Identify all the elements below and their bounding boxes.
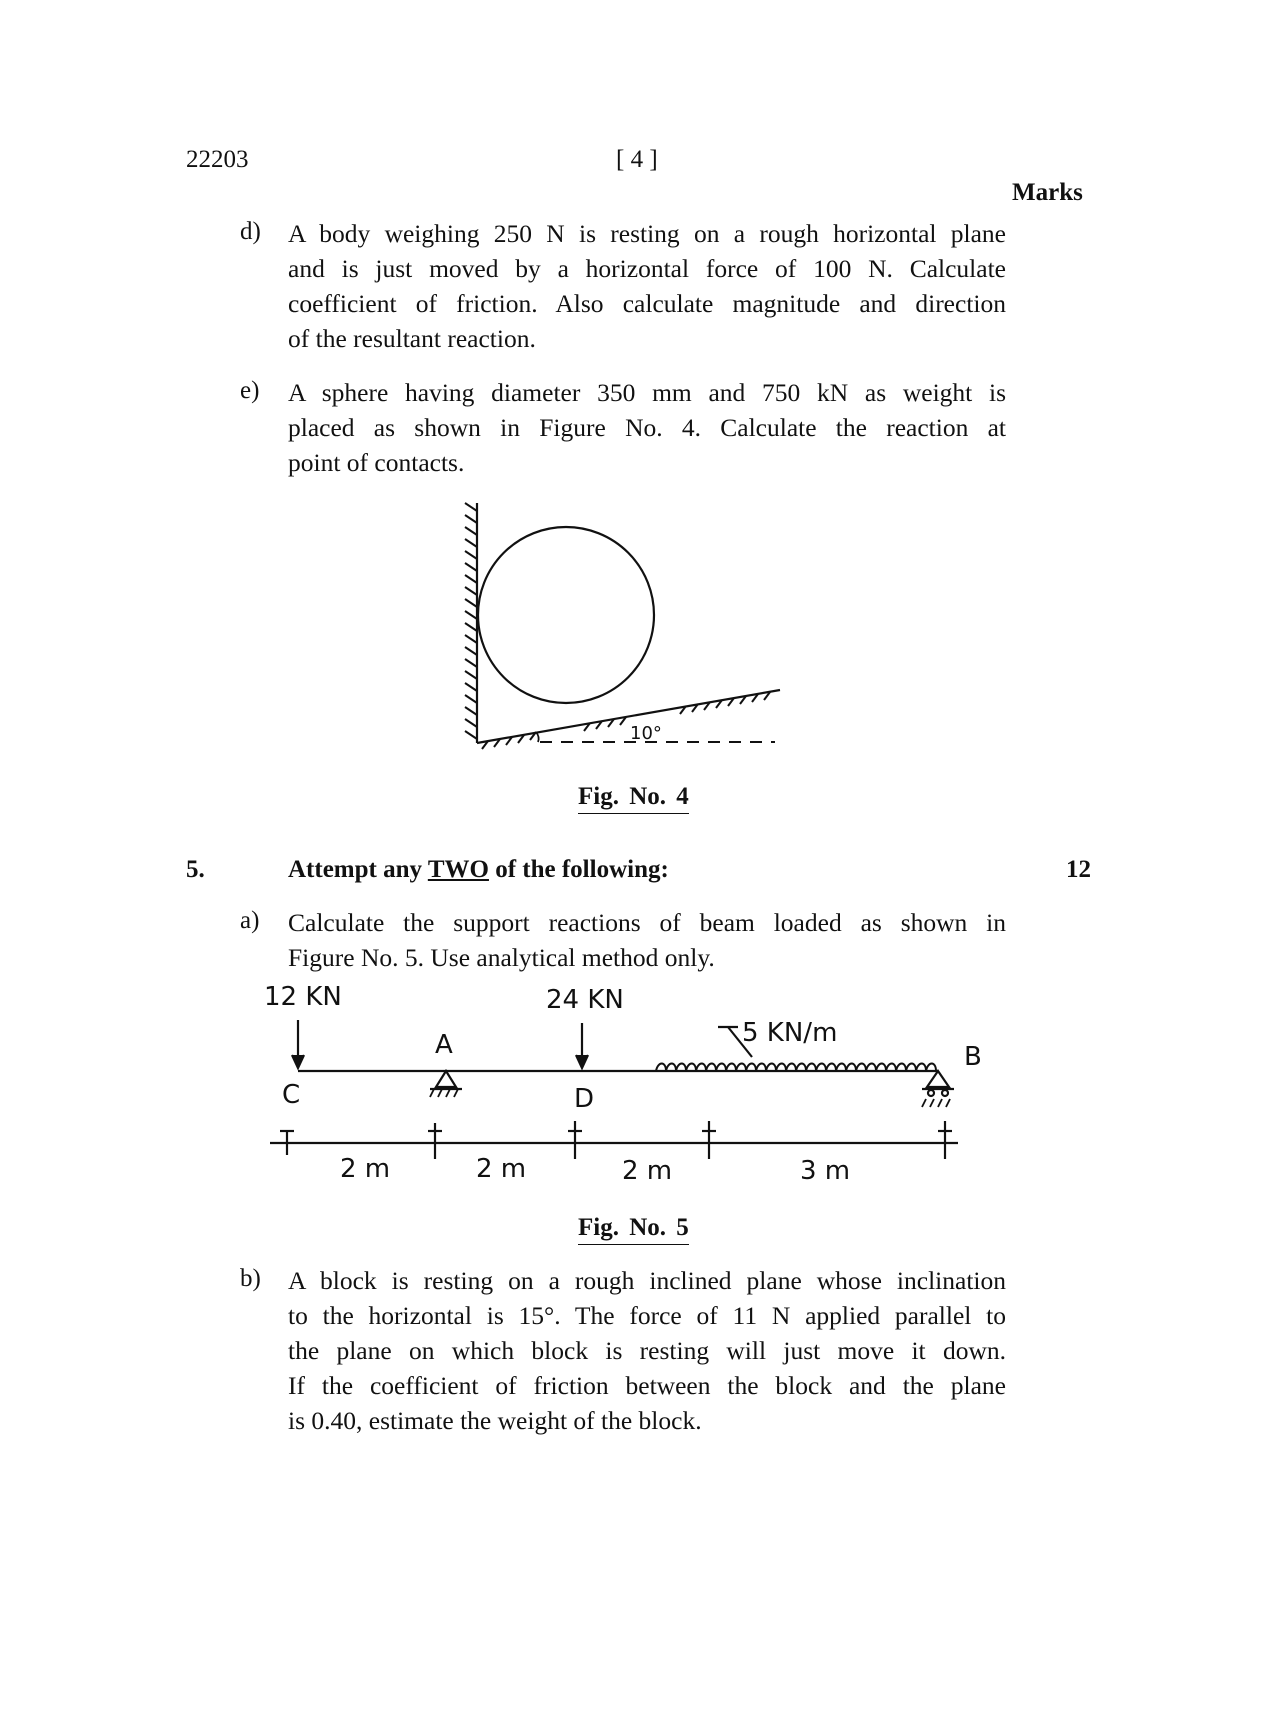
marks-heading: Marks: [1012, 179, 1083, 206]
figure-5-diagram: [250, 975, 1010, 1195]
sphere-circle: [478, 527, 654, 703]
section-title-post: of the following:: [495, 856, 669, 883]
section-marks: 12: [1066, 856, 1091, 883]
question-5b-text: [288, 1263, 1006, 1438]
figure-5-caption: Fig. No. 5: [578, 1214, 689, 1245]
load-c-label: 12 KN: [264, 982, 342, 1012]
section-title-two: TWO: [427, 856, 489, 883]
angle-label: 10°: [630, 723, 662, 744]
inclined-plane-line: [477, 690, 780, 743]
span-3-label: 2 m: [622, 1156, 673, 1186]
question-d-line: of the resultant reaction.: [288, 324, 536, 353]
question-d-label: d): [240, 218, 261, 245]
span-2-label: 2 m: [476, 1154, 527, 1184]
udl-label: 5 KN/m: [742, 1018, 838, 1048]
question-5b-label: b): [240, 1265, 261, 1292]
point-a-label: A: [435, 1030, 453, 1060]
question-d-line: and is just moved by a horizontal force of 100 N. Calculate: [288, 254, 1006, 283]
support-b-hatching: [922, 1099, 950, 1107]
point-c-label: C: [282, 1080, 301, 1110]
question-e-line: point of contacts.: [288, 448, 465, 477]
support-b-roller: [928, 1090, 934, 1096]
question-5b-line: the plane on which block is resting will just move it down.: [288, 1336, 1006, 1365]
question-5a-line: Calculate the support reactions of beam loaded as shown in: [288, 908, 1006, 937]
question-d-line: A body weighing 250 N is resting on a rough horizontal plane: [288, 219, 1006, 248]
point-d-label: D: [574, 1084, 595, 1114]
figure-4-caption: Fig. No. 4: [578, 783, 689, 814]
support-b-roller: [942, 1090, 948, 1096]
question-e-line: A sphere having diameter 350 mm and 750 kN as weight is: [288, 378, 1006, 407]
span-1-label: 2 m: [340, 1154, 391, 1184]
support-a: [436, 1071, 456, 1087]
incline-hatching: [482, 692, 770, 749]
load-d-label: 24 KN: [546, 985, 624, 1015]
figure-4-diagram: [440, 495, 800, 765]
question-5b-line: to the horizontal is 15°. The force of 11 N applied parallel to: [288, 1301, 1006, 1330]
question-e-label: e): [240, 377, 260, 404]
support-b: [927, 1071, 949, 1087]
section-number: 5.: [186, 856, 205, 883]
question-5a-label: a): [240, 907, 260, 934]
udl-loops: [656, 1064, 936, 1072]
section-title-pre: Attempt any: [288, 856, 423, 883]
question-e-text: [288, 375, 1006, 480]
question-d-text: [288, 216, 1006, 356]
page-number: [ 4 ]: [616, 146, 658, 173]
paper-code: 22203: [186, 146, 249, 173]
span-4-label: 3 m: [800, 1156, 851, 1186]
question-5b-line: is 0.40, estimate the weight of the block.: [288, 1406, 702, 1435]
angle-arc: [536, 732, 539, 742]
question-d-line: coefficient of friction. Also calculate magnitude and direction: [288, 289, 1006, 318]
load-c-arrowhead: [292, 1055, 304, 1068]
point-b-label: B: [964, 1042, 982, 1072]
load-d-arrowhead: [576, 1055, 588, 1068]
question-5b-line: If the coefficient of friction between the block and the plane: [288, 1371, 1006, 1400]
question-e-line: placed as shown in Figure No. 4. Calculate the reaction at: [288, 413, 1006, 442]
support-a-hatching: [430, 1089, 458, 1097]
section-title: [288, 856, 669, 884]
wall-hatching: [465, 503, 477, 739]
question-5a-line: Figure No. 5. Use analytical method only.: [288, 943, 715, 972]
question-5b-line: A block is resting on a rough inclined plane whose inclination: [288, 1266, 1006, 1295]
question-5a-text: [288, 905, 1006, 975]
